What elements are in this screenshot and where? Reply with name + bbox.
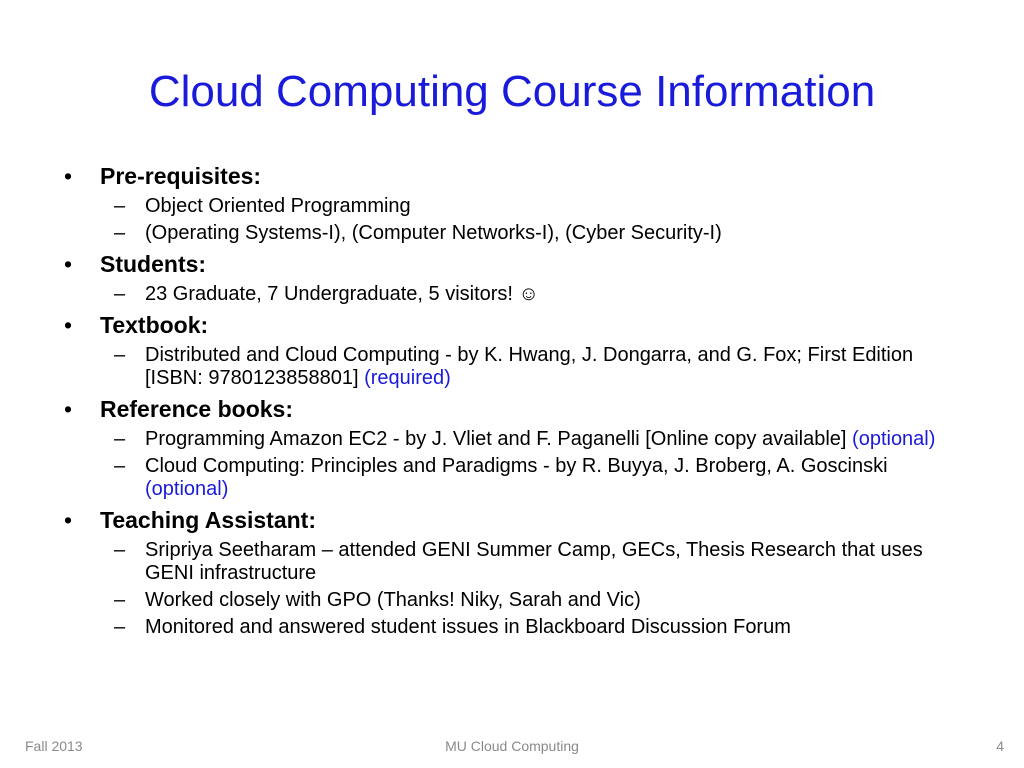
- footer-course: MU Cloud Computing: [445, 738, 579, 754]
- dash-marker: –: [114, 222, 126, 244]
- bullet-heading: • Pre-requisites:: [64, 161, 964, 191]
- dash-marker: –: [114, 589, 126, 611]
- bullet-heading: • Students:: [64, 249, 964, 279]
- dash-marker: –: [114, 455, 126, 477]
- sub-item-text: (Operating Systems-I), (Computer Networks-I), (Cyber Security-I): [145, 222, 722, 244]
- footer-date: Fall 2013: [25, 738, 83, 754]
- sub-item-text: Sripriya Seetharam – attended GENI Summer Camp, GECs, Thesis Research that uses GENI infrastructure: [145, 539, 923, 584]
- sub-item-note: (optional): [145, 478, 229, 500]
- dash-marker: –: [114, 344, 126, 366]
- slide-number: 4: [996, 738, 1004, 754]
- section-textbook: [64, 310, 964, 390]
- sub-item: [64, 589, 964, 612]
- sub-item: [64, 283, 964, 306]
- sub-item: [64, 344, 964, 390]
- sub-item: [64, 195, 964, 218]
- sub-item-text: Cloud Computing: Principles and Paradigms - by R. Buyya, J. Broberg, A. Goscinski: [145, 455, 888, 477]
- sub-item: [64, 455, 964, 501]
- sub-item-text: Distributed and Cloud Computing - by K. Hwang, J. Dongarra, and G. Fox; First Edition [ISBN: 9780123858801]: [145, 344, 914, 389]
- section-students: [64, 249, 964, 306]
- dash-marker: –: [114, 616, 126, 638]
- section-prerequisites: [64, 161, 964, 245]
- bullet-heading: • Textbook:: [64, 310, 964, 340]
- slide-title: Cloud Computing Course Information: [148, 67, 876, 116]
- dash-marker: –: [114, 428, 126, 450]
- dash-marker: –: [114, 539, 126, 561]
- dash-marker: –: [114, 195, 126, 217]
- sub-item: [64, 539, 964, 585]
- sub-item-text: 23 Graduate, 7 Undergraduate, 5 visitors! ☺: [145, 283, 539, 305]
- sub-item-note: (required): [364, 367, 451, 389]
- bullet-heading: • Reference books:: [64, 394, 964, 424]
- section-reference-books: [64, 394, 964, 501]
- slide-body: [64, 158, 964, 643]
- bullet-heading: • Teaching Assistant:: [64, 505, 964, 535]
- sub-item: [64, 428, 964, 451]
- sub-item-text: Programming Amazon EC2 - by J. Vliet and F. Paganelli [Online copy available]: [145, 428, 853, 450]
- sub-item-text: Monitored and answered student issues in Blackboard Discussion Forum: [145, 616, 791, 638]
- section-teaching-assistant: [64, 505, 964, 639]
- sub-item-note: (optional): [852, 428, 936, 450]
- sub-item: [64, 616, 964, 639]
- sub-item-text: Worked closely with GPO (Thanks! Niky, Sarah and Vic): [145, 589, 641, 611]
- dash-marker: –: [114, 283, 126, 305]
- sub-item: [64, 222, 964, 245]
- sub-item-text: Object Oriented Programming: [145, 195, 411, 217]
